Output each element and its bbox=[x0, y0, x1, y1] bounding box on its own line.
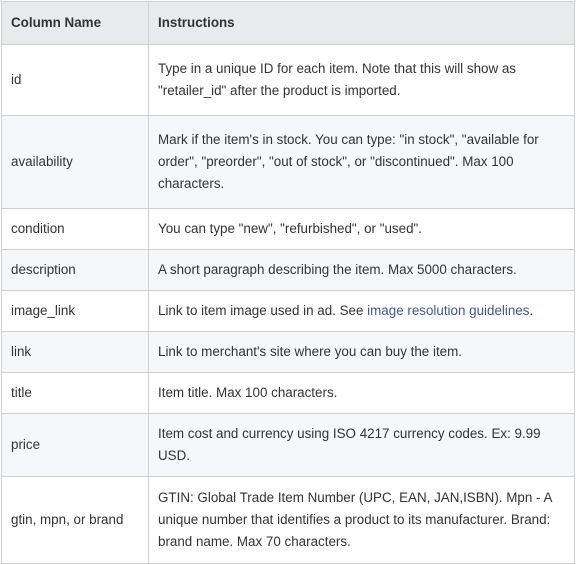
table-header-row bbox=[2, 2, 575, 45]
instructions-header: Instructions bbox=[149, 2, 575, 45]
catalog-columns-table bbox=[1, 1, 575, 564]
instructions-cell: A short paragraph describing the item. Max 5000 characters. bbox=[149, 250, 575, 291]
instructions-cell: Link to merchant's site where you can buy the item. bbox=[149, 332, 575, 373]
column-name-header: Column Name bbox=[2, 2, 149, 45]
column-name-cell: link bbox=[2, 332, 149, 373]
table-row bbox=[2, 477, 575, 564]
instructions-cell: Item title. Max 100 characters. bbox=[149, 373, 575, 414]
table-row bbox=[2, 45, 575, 116]
table-row bbox=[2, 373, 575, 414]
column-name-cell: description bbox=[2, 250, 149, 291]
table-row bbox=[2, 209, 575, 250]
instructions-cell: Mark if the item's in stock. You can type: "in stock", "available for order", "preorder", "out of stock", or "discontinued". Max 100 characters. bbox=[149, 116, 575, 209]
table-row bbox=[2, 332, 575, 373]
column-name-cell: id bbox=[2, 45, 149, 116]
column-name-cell: condition bbox=[2, 209, 149, 250]
table-row bbox=[2, 291, 575, 332]
table-row bbox=[2, 250, 575, 291]
instructions-cell: Type in a unique ID for each item. Note that this will show as "retailer_id" after the product is imported. bbox=[149, 45, 575, 116]
instructions-cell bbox=[149, 291, 575, 332]
instructions-cell: Item cost and currency using ISO 4217 currency codes. Ex: 9.99 USD. bbox=[149, 414, 575, 477]
catalog-columns-table-container bbox=[1, 1, 574, 564]
column-name-cell: gtin, mpn, or brand bbox=[2, 477, 149, 564]
image-resolution-guidelines-link[interactable]: image resolution guidelines bbox=[367, 303, 530, 318]
instructions-cell: You can type "new", "refurbished", or "used". bbox=[149, 209, 575, 250]
column-name-cell: image_link bbox=[2, 291, 149, 332]
column-name-cell: availability bbox=[2, 116, 149, 209]
table-row bbox=[2, 414, 575, 477]
column-name-cell: title bbox=[2, 373, 149, 414]
instructions-text-end: . bbox=[529, 303, 534, 318]
instructions-text: Link to item image used in ad. See bbox=[158, 303, 368, 318]
table-row bbox=[2, 116, 575, 209]
column-name-cell: price bbox=[2, 414, 149, 477]
instructions-cell: GTIN: Global Trade Item Number (UPC, EAN, JAN,ISBN). Mpn - A unique number that identifies a product to its manufacturer. Brand: brand name. Max 70 characters. bbox=[149, 477, 575, 564]
